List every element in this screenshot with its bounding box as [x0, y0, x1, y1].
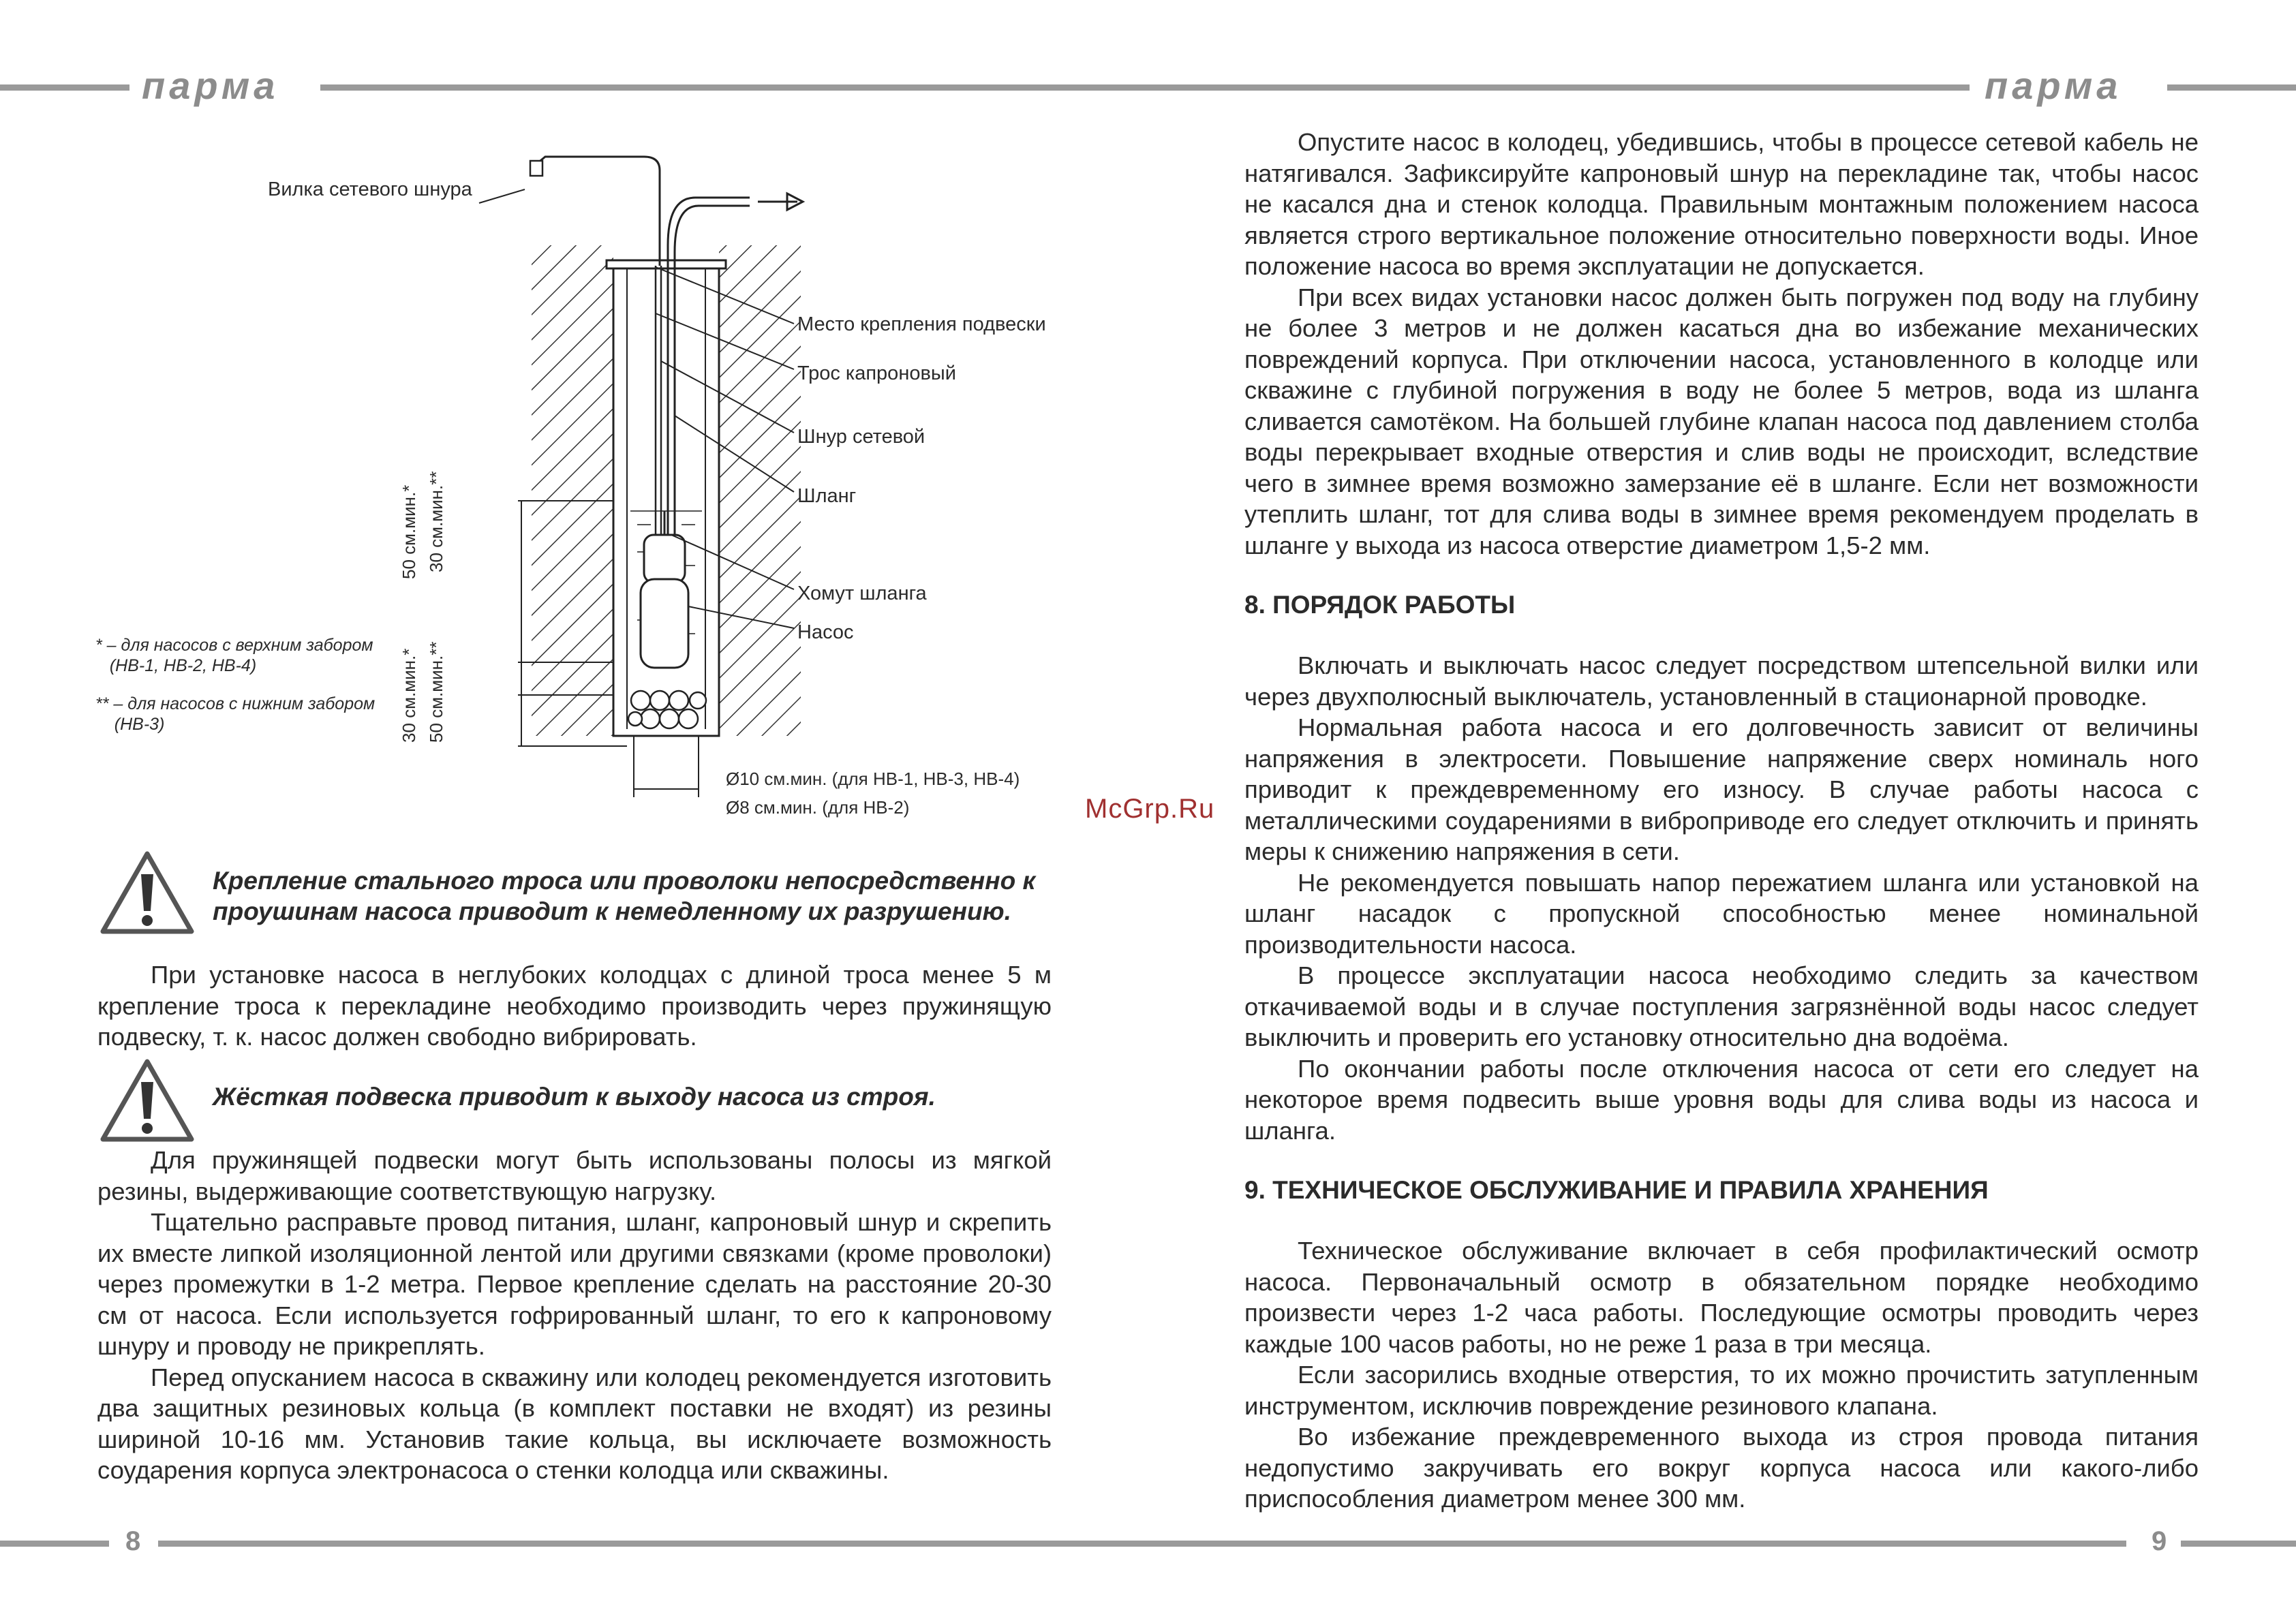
plug-icon: [530, 161, 542, 176]
warning-icon: [97, 1056, 197, 1145]
label-rope: Трос капроновый: [797, 362, 956, 384]
warning-icon: [97, 848, 197, 937]
page-number-right: 9: [2152, 1526, 2167, 1556]
paragraph: Перед опусканием насоса в скважину или колодец рекомендуется изготовить два защитных резиновых кольца (в комплект поставки не входят) из резины шириной 10-16 мм. Установив такие кольца, вы исключаете возможность соударения корпуса электронасоса о стенки колодца или скважины.: [97, 1363, 1052, 1484]
paragraph: Для пружинящей подвески могут быть использованы полосы из мягкой резины, выдерживающие соответствующую нагрузку.: [97, 1146, 1052, 1205]
footer-rule-middle: [158, 1541, 2126, 1547]
warning-rigid-suspension: Жёсткая подвеска приводит к выходу насоса из строя.: [213, 1083, 936, 1111]
paragraph: Опустите насос в колодец, убедившись, чтобы в процессе сетевой кабель не натягивался. Зафиксируйте капроновый шнур на перекладине так, чтобы насос не касался дна и стенок колодца. Правильным монтажным положением насоса является строго вертикальное положение относительно поверхности воды. Иное положение насоса во время эксплуатации не допускается.: [1244, 128, 2199, 280]
header-rule-left: [0, 84, 129, 91]
brand-logo-left: парма: [142, 64, 279, 107]
diam-text-1: Ø10 см.мин. (для НВ-1, НВ-3, НВ-4): [726, 769, 1020, 789]
label-hose: Шланг: [797, 485, 857, 507]
ground-hatch-right: [719, 245, 801, 736]
paragraph: Техническое обслуживание включает в себя профилактический осмотр насоса. Первоначальный осмотр в обязательном порядке необходимо произвести через 1-2 часа работы. Последующие осмотры проводить через каждые 100 часов работы, но не реже 1 раза в три месяца.: [1244, 1237, 2199, 1358]
watermark: McGrp.Ru: [1085, 794, 1215, 824]
section-heading-9: 9. ТЕХНИЧЕСКОЕ ОБСЛУЖИВАНИЕ И ПРАВИЛА ХРАНЕНИЯ: [1244, 1176, 1989, 1204]
header-rule-middle: [320, 84, 1970, 91]
warning-steel-rope: Крепление стального троса или проволоки непосредственно к проушинам насоса приводит к немедленному их разрушению.: [213, 867, 1036, 925]
diam-label-1: [726, 769, 1020, 790]
dim-bot-a: 30 см.мин.*: [399, 648, 419, 743]
label-cord: Шнур сетевой: [797, 426, 925, 448]
paragraph: Во избежание преждевременного выхода из строя провода питания недопустимо закручивать его вокруг корпуса насоса или какого-либо приспособления диаметром менее 300 мм.: [1244, 1423, 2199, 1513]
paragraph: В процессе эксплуатации насоса необходимо следить за качеством откачиваемой воды и в случае поступления загрязнённой воды насос следует выключить и проверить его установку относительно дна водоёма.: [1244, 961, 2199, 1051]
left-column-block1: [97, 959, 1052, 1053]
label-clamp: Хомут шланга: [797, 583, 927, 604]
dim-top-b: 30 см.мин.**: [426, 471, 446, 572]
paragraph: При всех видах установки насос должен быть погружен под воду на глубину не более 3 метров и не должен касаться дна во избежание механических повреждений корпуса. При отключении насоса, установленного в колодце или скважине с глубиной погружения в воду не более 5 метров, вода из шланга сливается самотёком. На большей глубине клапан насоса под давлением столба воды перекрывает входные отверстия и слив воды не происходит, вследствие чего в зимнее время возможно замерзание её в шланге. Если нет возможности утеплить шланг, тот для слива воды в зимнее время рекомендуем проделать в шланге у выхода из насоса отверстие диаметром 1,5-2 мм.: [1244, 283, 2199, 559]
dim-bot-b: 50 см.мин.**: [426, 641, 446, 743]
paragraph: Если засорились входные отверстия, то их можно прочистить затупленным инструментом, исключив повреждение резинового клапана.: [1244, 1361, 2199, 1420]
left-column-block2: [97, 1145, 1052, 1486]
brand-logo-right: парма: [1985, 64, 2122, 107]
footnote-bottom-intake: ** – для насосов с нижним забором (НВ-3): [95, 694, 376, 734]
label-pump: Насос: [797, 621, 854, 643]
paragraph: По окончании работы после отключения насоса от сети его следует на некоторое время подвесить выше уровня воды для слива воды из насоса и шланга.: [1244, 1054, 2199, 1145]
label-plug: Вилка сетевого шнура: [268, 179, 472, 200]
paragraph: Тщательно расправьте провод питания, шланг, капроновый шнур и скрепить их вместе липкой изоляционной лентой или другими связками (кроме проволоки) через промежутки в 1-2 метра. Первое крепление сделать на расстояние 20-30 см от насоса. Если используется гофрированный шланг, то его к капроновому шнуру и проводу не прикреплять.: [97, 1208, 1052, 1360]
arrow-outflow: [758, 194, 803, 210]
right-column: [1244, 127, 2199, 1515]
paragraph: Включать и выключать насос следует посредством штепсельной вилки или через двухполюсный выключатель, установленный в стационарной проводке.: [1244, 651, 2199, 711]
footer-rule-right: [2181, 1541, 2296, 1547]
cross-beam: [607, 260, 726, 268]
paragraph: При установке насоса в неглубоких колодцах с длиной троса менее 5 м крепление троса к перекладине необходимо производить через пружинящую подвеску, т. к. насос должен свободно вибрировать.: [97, 961, 1052, 1051]
section-heading-8: 8. ПОРЯДОК РАБОТЫ: [1244, 591, 1516, 619]
footnote-top-intake: * – для насосов с верхним забором (НВ-1, НВ-2, НВ-4): [95, 636, 373, 675]
well-installation-diagram: [477, 143, 1090, 818]
diam-text-2: Ø8 см.мин. (для НВ-2): [726, 797, 910, 818]
paragraph: Нормальная работа насоса и его долговечность зависит от величины напряжения в электросети. Повышение напряжение сверх номиналь ного приводит к преждевременному его износу. В случае работы насоса с металлическими соударениями в виброприводе его следует отключить и принять меры к снижению напряжения в сети.: [1244, 713, 2199, 865]
page-number-left: 8: [125, 1526, 141, 1556]
label-mount: Место крепления подвески: [797, 313, 1046, 335]
footer-rule-left: [0, 1541, 109, 1547]
header-rule-right: [2167, 84, 2296, 91]
dim-top-a: 50 см.мин.*: [399, 484, 419, 579]
diam-label-2: [726, 797, 909, 818]
paragraph: Не рекомендуется повышать напор пережатием шланга или установкой на шланг насадок с пропускной способностью менее номинальной производительности насоса.: [1244, 868, 2199, 959]
